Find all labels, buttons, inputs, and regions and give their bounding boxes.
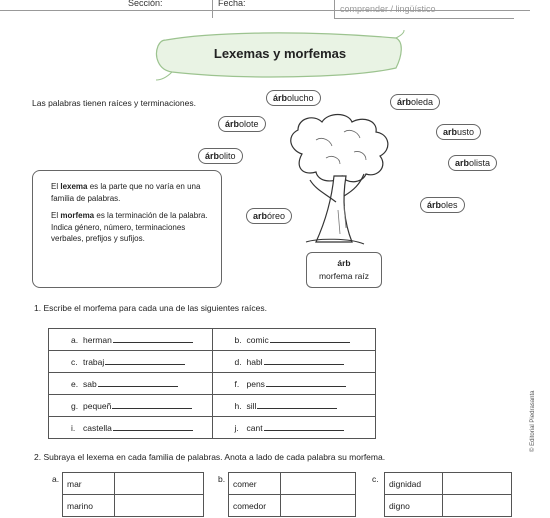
page-title: Lexemas y morfemas bbox=[213, 46, 347, 61]
answer-blank[interactable] bbox=[98, 379, 178, 387]
root-word: herman bbox=[83, 334, 112, 345]
word-pill-arbolista: arbolista bbox=[448, 155, 497, 171]
root-word: pens bbox=[246, 378, 265, 389]
exercise-cell bbox=[49, 417, 213, 439]
answer-cell[interactable] bbox=[281, 473, 356, 495]
exercise-cell bbox=[49, 395, 213, 417]
header-rule-right bbox=[334, 18, 514, 19]
word-pill-arboles: árboles bbox=[420, 197, 465, 213]
root-box bbox=[306, 252, 382, 288]
root-word: sill bbox=[246, 400, 257, 411]
competence-note: comprender / lingüístico bbox=[340, 4, 436, 14]
publisher-credit: © Editorial Piedrasanta bbox=[530, 390, 536, 452]
answer-blank[interactable] bbox=[113, 335, 193, 343]
exercise-cell bbox=[49, 373, 213, 395]
word-family-c bbox=[384, 472, 512, 517]
table-row bbox=[49, 373, 376, 395]
answer-blank[interactable] bbox=[257, 401, 337, 409]
item-letter: g. bbox=[71, 400, 79, 411]
table-row bbox=[49, 329, 376, 351]
exercise-1-table bbox=[48, 328, 376, 439]
intro-text: Las palabras tienen raíces y terminaciones. bbox=[32, 98, 196, 108]
item-letter: i. bbox=[71, 422, 76, 433]
morfema-definition: El morfema es la terminación de la palabra. Indica género, número, terminaciones verbales, prefijos y sufijos. bbox=[51, 211, 208, 243]
word-pill-arbusto: arbusto bbox=[436, 124, 481, 140]
exercise-cell bbox=[212, 351, 376, 373]
item-letter: c. bbox=[71, 356, 78, 367]
lexema-definition: El lexema es la parte que no varía en una familia de palabras. bbox=[51, 182, 201, 203]
item-letter: d. bbox=[234, 356, 242, 367]
word-family-b bbox=[228, 472, 356, 517]
answer-blank[interactable] bbox=[105, 357, 185, 365]
item-letter: a. bbox=[71, 334, 79, 345]
item-letter: j. bbox=[234, 422, 239, 433]
exercise-cell bbox=[212, 395, 376, 417]
group-a-letter: a. bbox=[52, 474, 60, 484]
item-letter: e. bbox=[71, 378, 79, 389]
seccion-label: Sección: bbox=[128, 0, 163, 8]
answer-cell[interactable] bbox=[281, 495, 356, 517]
header-divider bbox=[212, 0, 213, 18]
answer-cell[interactable] bbox=[115, 473, 204, 495]
answer-blank[interactable] bbox=[270, 335, 350, 343]
definition-box bbox=[32, 170, 222, 288]
group-c-letter: c. bbox=[372, 474, 379, 484]
word-cell: digno bbox=[385, 495, 443, 517]
word-pill-arbolote: árbolote bbox=[218, 116, 266, 132]
answer-blank[interactable] bbox=[112, 401, 192, 409]
root-word: habl bbox=[246, 356, 263, 367]
table-row bbox=[49, 351, 376, 373]
word-pill-arboreo: arbóreo bbox=[246, 208, 292, 224]
word-cell: comer bbox=[229, 473, 281, 495]
group-b-letter: b. bbox=[218, 474, 226, 484]
table-row bbox=[49, 417, 376, 439]
root-word: pequeñ bbox=[83, 400, 112, 411]
word-pill-arbolito: árbolito bbox=[198, 148, 243, 164]
header-divider-2 bbox=[334, 0, 335, 18]
tree-illustration bbox=[256, 110, 426, 260]
answer-blank[interactable] bbox=[264, 423, 344, 431]
item-letter: h. bbox=[234, 400, 242, 411]
exercise-cell bbox=[212, 417, 376, 439]
root-word: árb bbox=[337, 258, 351, 268]
answer-cell[interactable] bbox=[443, 495, 512, 517]
answer-blank[interactable] bbox=[264, 357, 344, 365]
answer-cell[interactable] bbox=[443, 473, 512, 495]
root-word: castella bbox=[83, 422, 112, 433]
word-family-a bbox=[62, 472, 204, 517]
exercise-cell bbox=[212, 329, 376, 351]
answer-blank[interactable] bbox=[113, 423, 193, 431]
word-pill-arbolucho: árbolucho bbox=[266, 90, 321, 106]
root-word: comic bbox=[246, 334, 269, 345]
word-pill-arboleda: árboleda bbox=[390, 94, 440, 110]
answer-blank[interactable] bbox=[266, 379, 346, 387]
question-2: 2. Subraya el lexema en cada familia de palabras. Anota a lado de cada palabra su morfema. bbox=[34, 452, 386, 462]
fecha-label: Fecha: bbox=[218, 0, 246, 8]
answer-cell[interactable] bbox=[115, 495, 204, 517]
header-rule-left bbox=[0, 10, 530, 11]
root-caption: morfema raíz bbox=[318, 271, 370, 281]
root-word: cant bbox=[246, 422, 263, 433]
exercise-cell bbox=[49, 351, 213, 373]
table-row bbox=[49, 395, 376, 417]
question-1: 1. Escribe el morfema para cada una de las siguientes raíces. bbox=[34, 303, 267, 313]
word-cell: comedor bbox=[229, 495, 281, 517]
word-cell: marino bbox=[63, 495, 115, 517]
exercise-cell bbox=[212, 373, 376, 395]
item-letter: f. bbox=[234, 378, 240, 389]
root-word: trabaj bbox=[83, 356, 105, 367]
item-letter: b. bbox=[234, 334, 242, 345]
root-word: sab bbox=[83, 378, 97, 389]
exercise-cell bbox=[49, 329, 213, 351]
word-cell: mar bbox=[63, 473, 115, 495]
word-cell: dignidad bbox=[385, 473, 443, 495]
